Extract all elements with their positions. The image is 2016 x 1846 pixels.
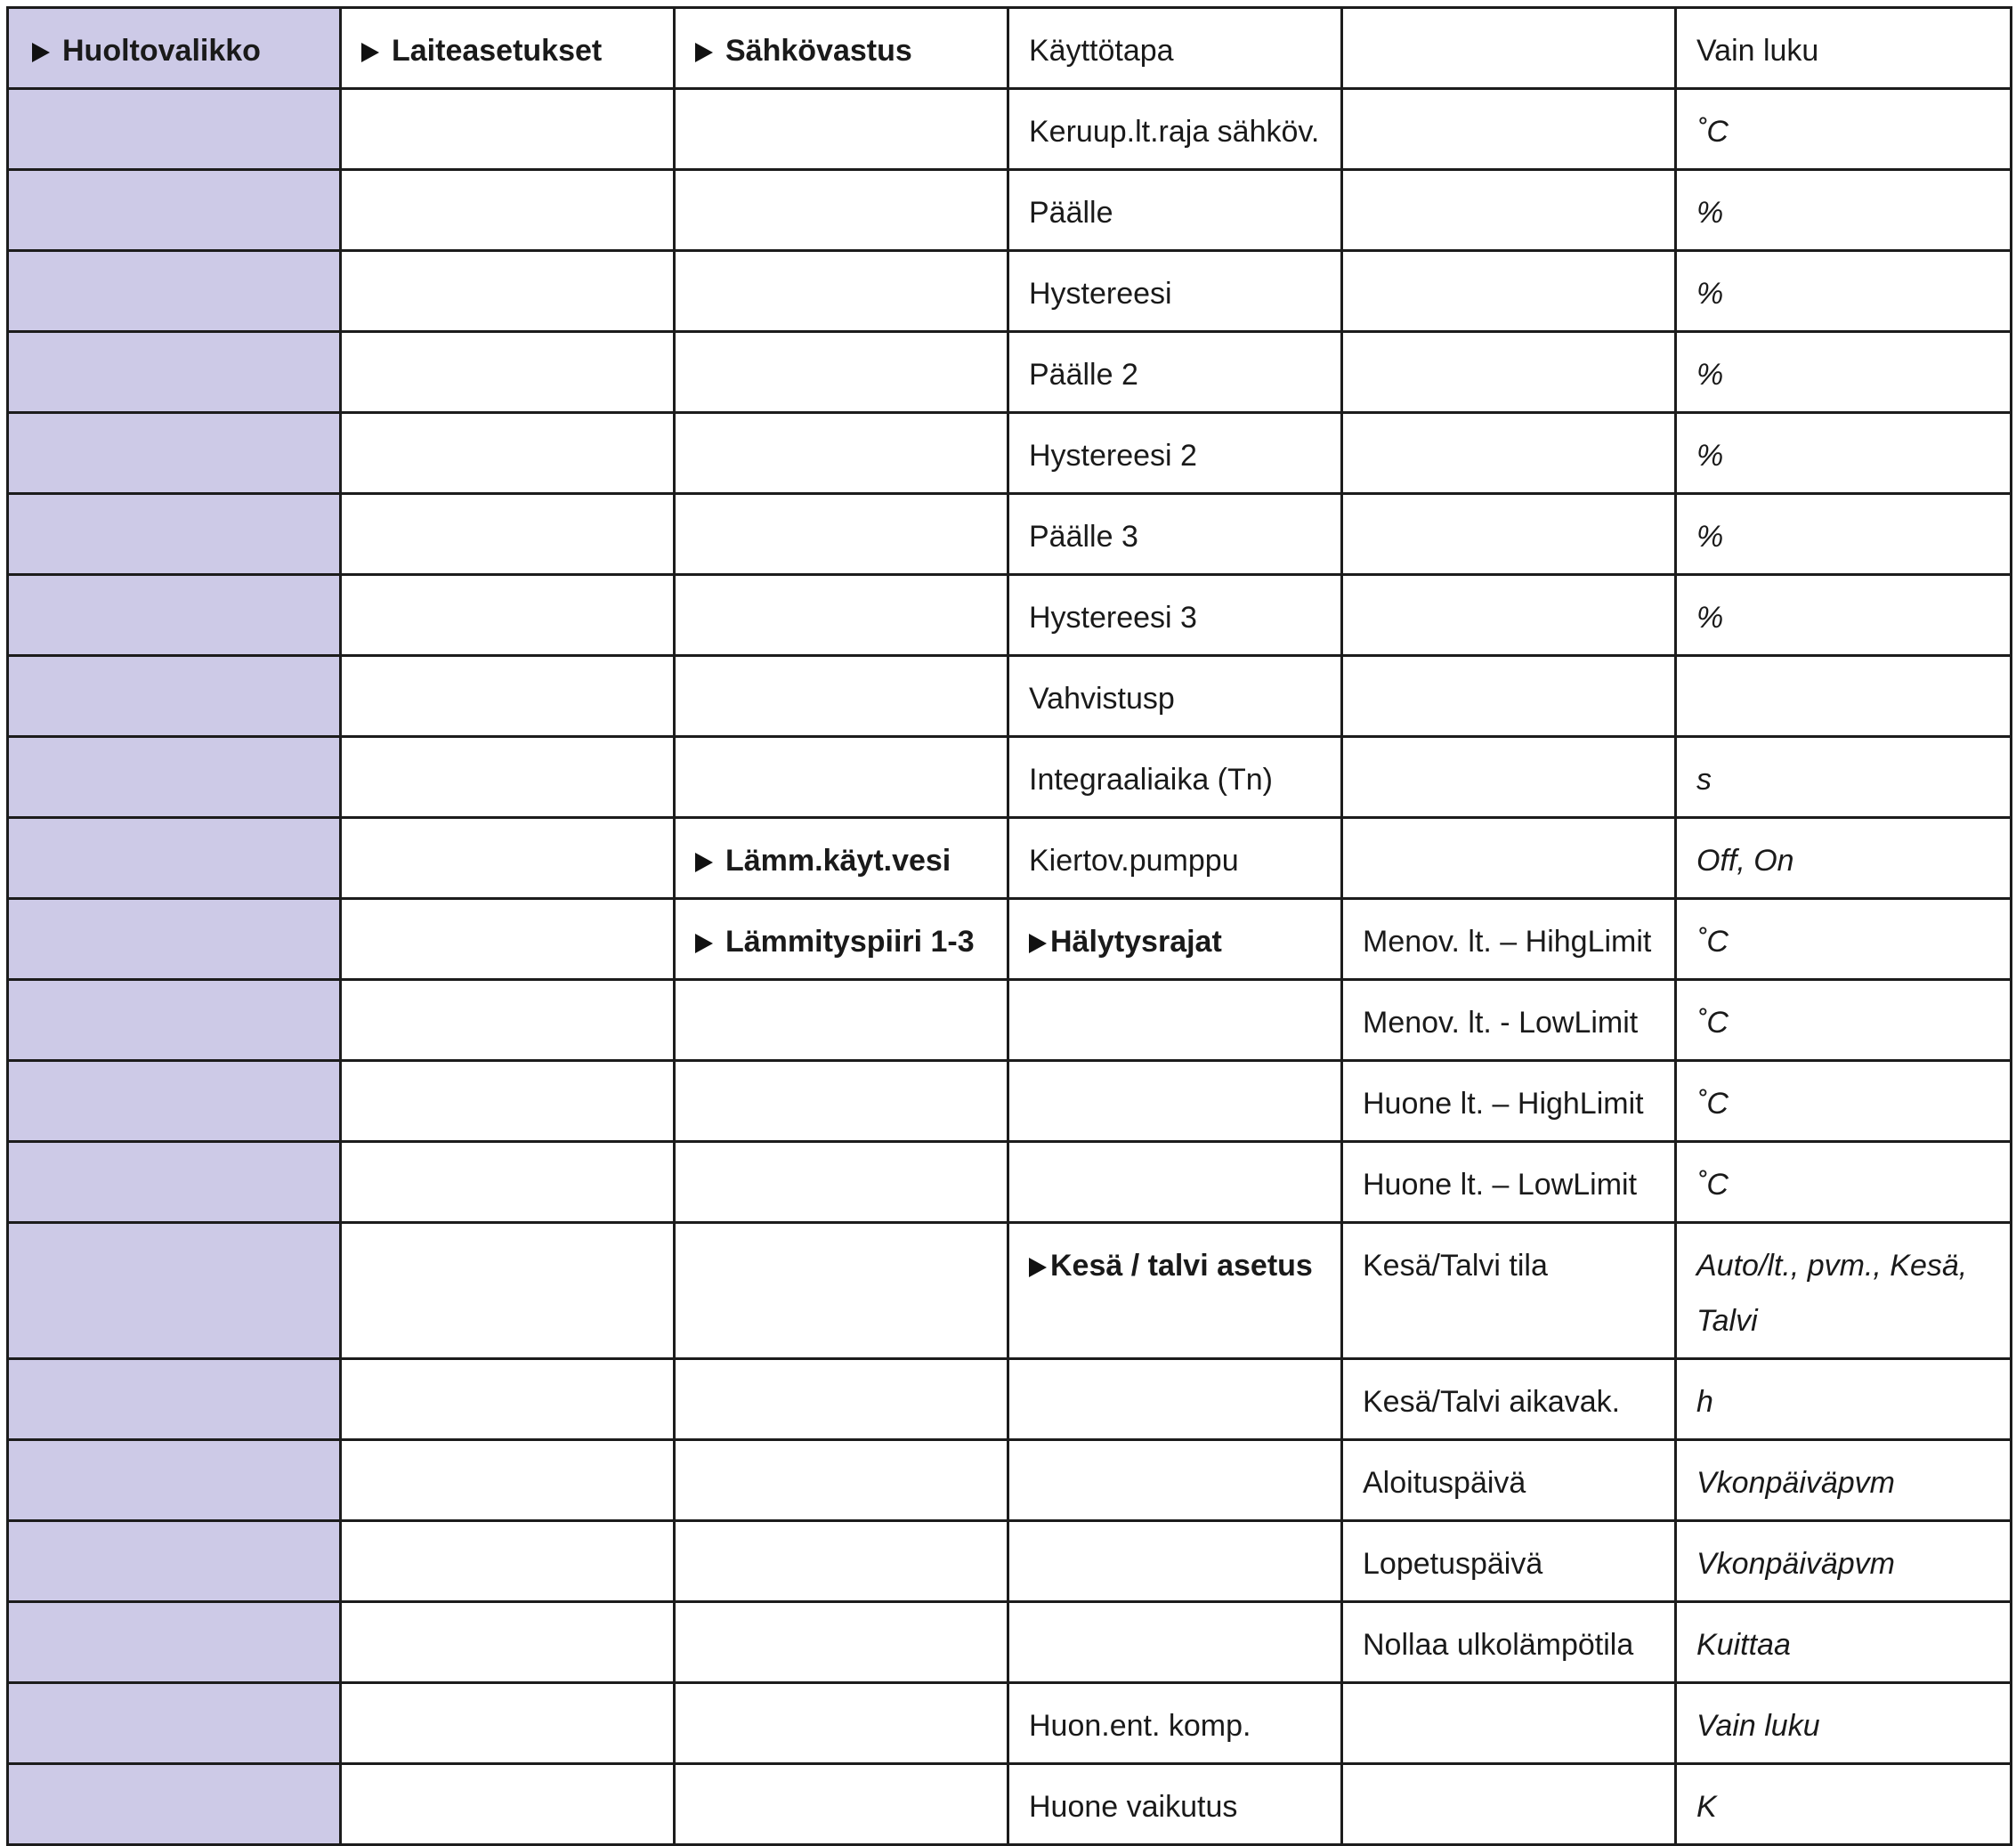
table-row: [8, 656, 2012, 737]
submenu-label: Kesä / talvi asetus: [1050, 1249, 1313, 1283]
setting-cell: Kiertov.pumppu: [1008, 818, 1342, 899]
menu-level-3-cell: [675, 1521, 1008, 1602]
menu-level-3-cell: [675, 8, 1008, 89]
menu-level-1-cell: [8, 494, 341, 575]
table-row: [8, 1223, 2012, 1359]
value-cell: %: [1676, 575, 2012, 656]
menu-level-3-cell: [675, 251, 1008, 332]
menu-level-1-cell: [8, 1061, 341, 1142]
menu-level-1-cell: [8, 251, 341, 332]
setting-cell: Päälle 3: [1008, 494, 1342, 575]
menu-level-1-cell: [8, 89, 341, 170]
menu-level-3-cell: [675, 1764, 1008, 1845]
value-cell: s: [1676, 737, 2012, 818]
value-cell: %: [1676, 413, 2012, 494]
menu-level-1-cell: [8, 1602, 341, 1683]
table-row: [8, 1142, 2012, 1223]
menu-level-1-cell: [8, 1683, 341, 1764]
menu-level-3-cell: [675, 899, 1008, 980]
sub-setting-cell: [1342, 89, 1676, 170]
menu-level-2-cell: [341, 170, 675, 251]
setting-cell: Huone vaikutus: [1008, 1764, 1342, 1845]
sub-setting-cell: Menov. lt. – HihgLimit: [1342, 899, 1676, 980]
submenu-label: Hälytysrajat: [1050, 925, 1222, 959]
menu-level-2-cell: [341, 1223, 675, 1359]
table-row: [8, 575, 2012, 656]
sub-setting-cell: Huone lt. – HighLimit: [1342, 1061, 1676, 1142]
value-cell: %: [1676, 332, 2012, 413]
menu-level-3-cell: [675, 170, 1008, 251]
setting-cell: [1008, 1359, 1342, 1440]
table-row: [8, 1521, 2012, 1602]
sub-setting-cell: Kesä/Talvi tila: [1342, 1223, 1676, 1359]
menu-level-3-cell: [675, 1359, 1008, 1440]
menu-level-1-cell: [8, 1764, 341, 1845]
value-cell: ˚C: [1676, 1061, 2012, 1142]
value-cell: ˚C: [1676, 980, 2012, 1061]
menu-level-3-label: Lämmityspiiri 1-3: [725, 925, 975, 959]
table-row: [8, 89, 2012, 170]
setting-cell: Käyttötapa: [1008, 8, 1342, 89]
sub-setting-cell: Nollaa ulkolämpötila: [1342, 1602, 1676, 1683]
table-row: [8, 899, 2012, 980]
sub-setting-cell: [1342, 1764, 1676, 1845]
menu-level-2-cell: [341, 8, 675, 89]
menu-level-2-cell: [341, 251, 675, 332]
menu-level-1-cell: [8, 899, 341, 980]
sub-setting-cell: Huone lt. – LowLimit: [1342, 1142, 1676, 1223]
menu-level-1-cell: [8, 1359, 341, 1440]
menu-level-3-cell: [675, 656, 1008, 737]
menu-level-1-cell: [8, 332, 341, 413]
menu-level-3-cell: [675, 818, 1008, 899]
menu-level-1-cell: [8, 980, 341, 1061]
menu-level-3-cell: [675, 89, 1008, 170]
right-triangle-icon: [1029, 1258, 1047, 1277]
menu-level-3-cell: [675, 413, 1008, 494]
table-row: [8, 1764, 2012, 1845]
table-row: [8, 251, 2012, 332]
value-cell: %: [1676, 494, 2012, 575]
table-row: [8, 8, 2012, 89]
menu-level-2-cell: [341, 899, 675, 980]
sub-setting-cell: [1342, 818, 1676, 899]
value-cell: Kuittaa: [1676, 1602, 2012, 1683]
menu-level-2-cell: [341, 1142, 675, 1223]
setting-cell: [1008, 1223, 1342, 1359]
menu-level-3-cell: [675, 1142, 1008, 1223]
menu-level-1-cell: [8, 737, 341, 818]
menu-level-2-cell: [341, 413, 675, 494]
setting-cell: Hystereesi: [1008, 251, 1342, 332]
menu-level-1-cell: [8, 8, 341, 89]
right-triangle-icon: [1029, 934, 1047, 953]
menu-level-3-label: Sähkövastus: [725, 34, 912, 68]
table-row: [8, 1061, 2012, 1142]
menu-level-3-cell: [675, 1602, 1008, 1683]
sub-setting-cell: [1342, 413, 1676, 494]
setting-cell: Integraaliaika (Tn): [1008, 737, 1342, 818]
value-cell: Off, On: [1676, 818, 2012, 899]
right-triangle-icon: [695, 43, 713, 62]
sub-setting-cell: [1342, 575, 1676, 656]
menu-level-2-cell: [341, 1764, 675, 1845]
menu-level-3-cell: [675, 1061, 1008, 1142]
table-row: [8, 1440, 2012, 1521]
menu-level-1-cell: [8, 1142, 341, 1223]
right-triangle-icon: [695, 934, 713, 953]
sub-setting-cell: Aloituspäivä: [1342, 1440, 1676, 1521]
table-row: [8, 1683, 2012, 1764]
setting-cell: Huon.ent. komp.: [1008, 1683, 1342, 1764]
setting-cell: [1008, 899, 1342, 980]
menu-level-2-cell: [341, 1683, 675, 1764]
menu-level-3-cell: [675, 980, 1008, 1061]
menu-level-2-cell: [341, 89, 675, 170]
table-row: [8, 737, 2012, 818]
setting-cell: Hystereesi 3: [1008, 575, 1342, 656]
menu-level-3-cell: [675, 1440, 1008, 1521]
sub-setting-cell: Lopetuspäivä: [1342, 1521, 1676, 1602]
menu-level-1-cell: [8, 1440, 341, 1521]
menu-level-1-cell: [8, 1521, 341, 1602]
setting-cell: [1008, 1061, 1342, 1142]
menu-level-3-cell: [675, 1683, 1008, 1764]
menu-level-2-label: Laiteasetukset: [392, 34, 603, 68]
table-row: [8, 980, 2012, 1061]
menu-level-1-label: Huoltovalikko: [62, 34, 261, 68]
menu-level-3-label: Lämm.käyt.vesi: [725, 844, 951, 878]
setting-cell: Keruup.lt.raja sähköv.: [1008, 89, 1342, 170]
menu-level-1-cell: [8, 575, 341, 656]
setting-cell: [1008, 1440, 1342, 1521]
sub-setting-cell: [1342, 737, 1676, 818]
table-row: [8, 332, 2012, 413]
setting-cell: Päälle: [1008, 170, 1342, 251]
menu-level-2-cell: [341, 1061, 675, 1142]
sub-setting-cell: [1342, 1683, 1676, 1764]
value-cell: K: [1676, 1764, 2012, 1845]
menu-level-1-cell: [8, 413, 341, 494]
value-cell: %: [1676, 170, 2012, 251]
menu-level-2-cell: [341, 737, 675, 818]
setting-cell: Vahvistusp: [1008, 656, 1342, 737]
setting-cell: [1008, 1521, 1342, 1602]
menu-level-2-cell: [341, 494, 675, 575]
table-row: [8, 494, 2012, 575]
value-cell: Vkonpäiväpvm: [1676, 1521, 2012, 1602]
menu-level-2-cell: [341, 656, 675, 737]
sub-setting-cell: Menov. lt. - LowLimit: [1342, 980, 1676, 1061]
menu-level-3-cell: [675, 737, 1008, 818]
menu-level-2-cell: [341, 1602, 675, 1683]
menu-level-2-cell: [341, 1359, 675, 1440]
table-row: [8, 413, 2012, 494]
value-cell: ˚C: [1676, 89, 2012, 170]
value-cell: ˚C: [1676, 1142, 2012, 1223]
table-row: [8, 1359, 2012, 1440]
right-triangle-icon: [32, 43, 50, 62]
sub-setting-cell: [1342, 494, 1676, 575]
setting-cell: [1008, 1602, 1342, 1683]
menu-level-2-cell: [341, 818, 675, 899]
setting-cell: Hystereesi 2: [1008, 413, 1342, 494]
menu-level-1-cell: [8, 1223, 341, 1359]
sub-setting-cell: Kesä/Talvi aikavak.: [1342, 1359, 1676, 1440]
menu-level-2-cell: [341, 575, 675, 656]
menu-level-3-cell: [675, 494, 1008, 575]
menu-level-3-cell: [675, 1223, 1008, 1359]
service-menu-table: [6, 6, 2012, 1846]
sub-setting-cell: [1342, 8, 1676, 89]
menu-level-2-cell: [341, 1440, 675, 1521]
sub-setting-cell: [1342, 170, 1676, 251]
right-triangle-icon: [695, 853, 713, 872]
value-cell: Vkonpäiväpvm: [1676, 1440, 2012, 1521]
right-triangle-icon: [361, 43, 379, 62]
menu-level-1-cell: [8, 818, 341, 899]
value-cell: Auto/lt., pvm., Kesä, Talvi: [1676, 1223, 2012, 1359]
menu-level-1-cell: [8, 656, 341, 737]
table-row: [8, 818, 2012, 899]
sub-setting-cell: [1342, 656, 1676, 737]
sub-setting-cell: [1342, 332, 1676, 413]
setting-cell: Päälle 2: [1008, 332, 1342, 413]
value-cell: [1676, 656, 2012, 737]
table-row: [8, 1602, 2012, 1683]
setting-cell: [1008, 980, 1342, 1061]
menu-level-1-cell: [8, 170, 341, 251]
value-cell: Vain luku: [1676, 8, 2012, 89]
value-cell: ˚C: [1676, 899, 2012, 980]
value-cell: Vain luku: [1676, 1683, 2012, 1764]
menu-level-3-cell: [675, 575, 1008, 656]
menu-level-2-cell: [341, 1521, 675, 1602]
setting-cell: [1008, 1142, 1342, 1223]
table-row: [8, 170, 2012, 251]
menu-level-3-cell: [675, 332, 1008, 413]
sub-setting-cell: [1342, 251, 1676, 332]
value-cell: h: [1676, 1359, 2012, 1440]
menu-level-2-cell: [341, 332, 675, 413]
value-cell: %: [1676, 251, 2012, 332]
menu-level-2-cell: [341, 980, 675, 1061]
